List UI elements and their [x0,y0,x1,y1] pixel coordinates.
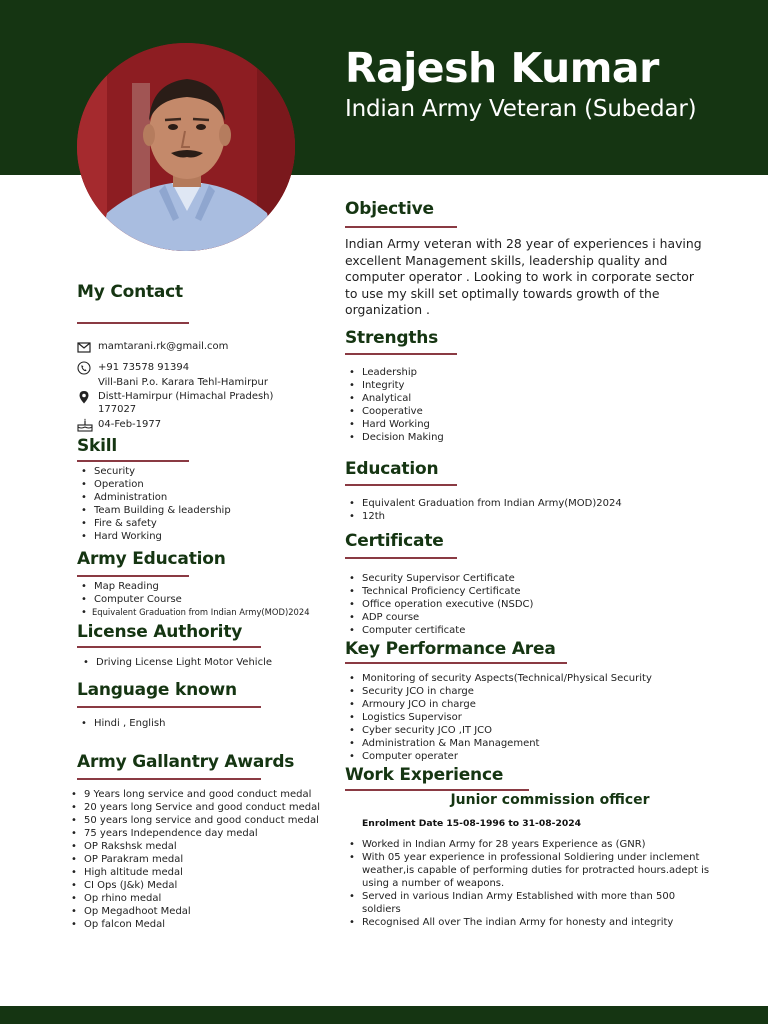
phone-text: +91 73578 91394 [98,362,190,373]
candidate-role: Indian Army Veteran (Subedar) [345,96,697,122]
cake-icon [77,418,91,432]
job-title: Junior commission officer [450,792,650,808]
certificate-heading: Certificate [345,531,444,551]
list-item: • Recognised All over The indian Army for honesty and integrity [345,916,715,929]
skill-list [77,465,231,543]
list-item: • Op falcon Medal [67,918,320,931]
awards-rule [77,778,261,780]
email-text: mamtarani.rk@gmail.com [98,341,229,352]
dob-text: 04-Feb-1977 [98,419,162,430]
list-item: • Op rhino medal [67,892,320,905]
contact-heading: My Contact [77,282,183,302]
list-item: • 20 years long Service and good conduct medal [67,801,320,814]
list-item: • Hard Working [345,418,444,431]
list-item: • Security Supervisor Certificate [345,572,533,585]
list-item: • With 05 year experience in professional Soldiering under inclement weather,is capable of performing duties for protracted hours.adept is using a number of weapons. [345,851,715,890]
list-item: • Operation [77,478,231,491]
license-rule [77,646,261,648]
list-item: • Security JCO in charge [345,685,652,698]
objective-rule [345,226,457,228]
address-line-1: Vill-Bani P.o. Karara Tehl-Hamirpur [98,377,268,388]
list-item: • Analytical [345,392,444,405]
list-item: • ADP course [345,611,533,624]
education-heading: Education [345,459,439,479]
mail-icon [77,340,91,354]
skill-heading: Skill [77,436,118,456]
army-education-list [77,580,310,619]
list-item: • Integrity [345,379,444,392]
list-item: • Team Building & leadership [77,504,231,517]
skill-rule [77,460,189,462]
list-item: • Driving License Light Motor Vehicle [79,656,272,669]
work-heading: Work Experience [345,765,504,785]
language-heading: Language known [77,680,237,700]
list-item: • Technical Proficiency Certificate [345,585,533,598]
list-item: • Administration [77,491,231,504]
list-item: • Security [77,465,231,478]
license-list [79,656,272,669]
list-item: • Office operation executive (NSDC) [345,598,533,611]
list-item: • Worked in Indian Army for 28 years Experience as (GNR) [345,838,715,851]
certificate-rule [345,557,457,559]
awards-heading: Army Gallantry Awards [77,752,295,772]
list-item: • Computer Course [77,593,310,606]
list-item: • Computer operater [345,750,652,763]
list-item: • OP Parakram medal [67,853,320,866]
enrolment-date: Enrolment Date 15-08-1996 to 31-08-2024 [362,818,582,829]
kpa-list [345,672,652,763]
list-item: • Served in various Indian Army Established with more than 500 soldiers [345,890,715,916]
kpa-heading: Key Performance Area [345,639,556,659]
language-rule [77,706,261,708]
license-heading: License Authority [77,622,243,642]
list-item: • CI Ops (J&k) Medal [67,879,320,892]
list-item: • Op Megadhoot Medal [67,905,320,918]
list-item: • Armoury JCO in charge [345,698,652,711]
language-list [77,717,165,730]
objective-text: Indian Army veteran with 28 year of experiences i having excellent Management skills, leadership quality and computer operator . Looking to work in corporate sector to use my skill set optimally towards growth of the organization . [345,236,702,318]
work-rule [345,789,529,791]
army-education-rule [77,575,189,577]
education-rule [345,484,457,486]
awards-list [67,788,320,931]
list-item: • 75 years Independence day medal [67,827,320,840]
strengths-list [345,366,444,444]
contact-rule [77,322,189,324]
list-item: • Cooperative [345,405,444,418]
list-item: • Map Reading [77,580,310,593]
list-item: • OP Rakshsk medal [67,840,320,853]
phone-icon [77,361,91,375]
strengths-rule [345,353,457,355]
list-item: • Equivalent Graduation from Indian Army(MOD)2024 [77,606,310,619]
address-line-2: Distt-Hamirpur (Himachal Pradesh) [98,391,274,402]
certificate-list [345,572,533,637]
list-item: • Equivalent Graduation from Indian Army(MOD)2024 [345,497,622,510]
list-item: • Hard Working [77,530,231,543]
list-item: • Fire & safety [77,517,231,530]
list-item: • Hindi , English [77,717,165,730]
candidate-name: Rajesh Kumar [345,44,659,92]
profile-photo [77,43,295,251]
list-item: • 9 Years long service and good conduct medal [67,788,320,801]
work-list [345,838,715,929]
list-item: • Computer certificate [345,624,533,637]
list-item: • Decision Making [345,431,444,444]
objective-heading: Objective [345,199,434,219]
list-item: • Leadership [345,366,444,379]
list-item: • High altitude medal [67,866,320,879]
list-item: • Monitoring of security Aspects(Technical/Physical Security [345,672,652,685]
address-line-3: 177027 [98,404,137,415]
kpa-rule [345,662,567,664]
strengths-heading: Strengths [345,328,439,348]
location-pin-icon [77,390,91,404]
list-item: • Administration & Man Management [345,737,652,750]
army-education-heading: Army Education [77,549,226,569]
list-item: • Cyber security JCO ,IT JCO [345,724,652,737]
list-item: • 50 years long service and good conduct medal [67,814,320,827]
education-list [345,497,622,523]
list-item: • Logistics Supervisor [345,711,652,724]
list-item: • 12th [345,510,622,523]
footer-band [0,1006,768,1024]
